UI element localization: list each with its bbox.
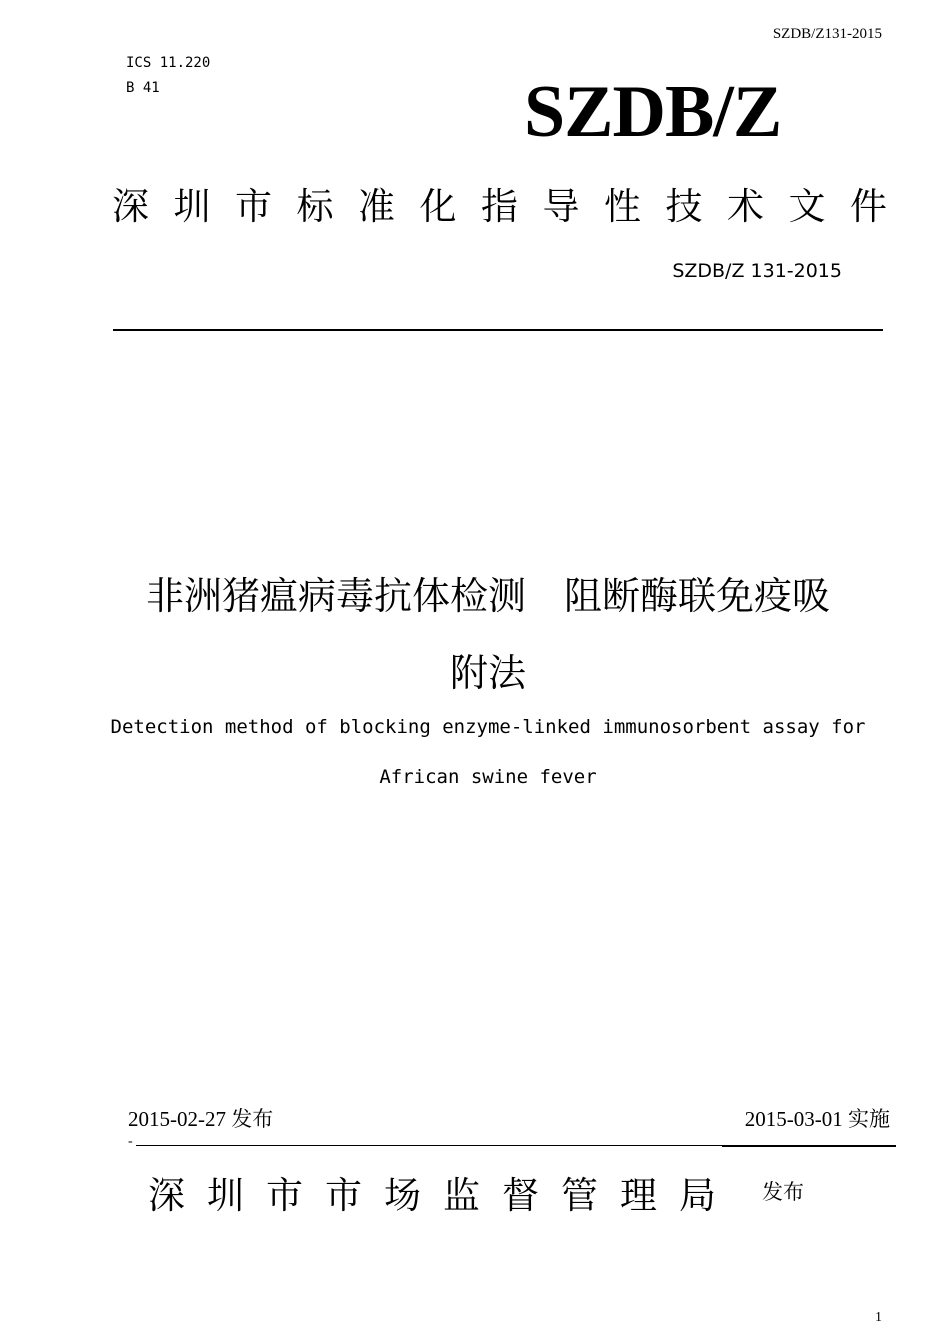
document-type-mark: SZDB/Z xyxy=(524,71,782,153)
title-english-line-1: Detection method of blocking enzyme-linked immunosorbent assay for xyxy=(110,716,866,738)
bottom-divider-left xyxy=(136,1145,722,1146)
document-number: SZDB/Z 131-2015 xyxy=(672,260,842,282)
implementation-date: 2015-03-01 实施 xyxy=(744,1107,890,1131)
title-chinese-line-2: 附法 xyxy=(449,651,526,695)
title-chinese-line-1: 非洲猪瘟病毒抗体检测 阻断酶联免疫吸 xyxy=(145,574,830,618)
running-header-code: SZDB/Z131-2015 xyxy=(772,26,882,42)
dash-mark: - xyxy=(128,1134,133,1149)
issuer-action: 发布 xyxy=(762,1180,804,1204)
title-english-line-2: African swine fever xyxy=(379,766,597,788)
page-number: 1 xyxy=(875,1310,882,1325)
top-divider xyxy=(113,329,883,331)
bottom-divider-right xyxy=(722,1145,896,1147)
ics-code: ICS 11.220 xyxy=(126,55,211,71)
issuing-authority: 深圳市市场监督管理局 xyxy=(148,1174,738,1217)
publish-date: 2015-02-27 发布 xyxy=(128,1107,274,1131)
document-category: 深圳市标准化指导性技术文件 xyxy=(112,185,912,228)
classification-code: B 41 xyxy=(126,80,160,96)
